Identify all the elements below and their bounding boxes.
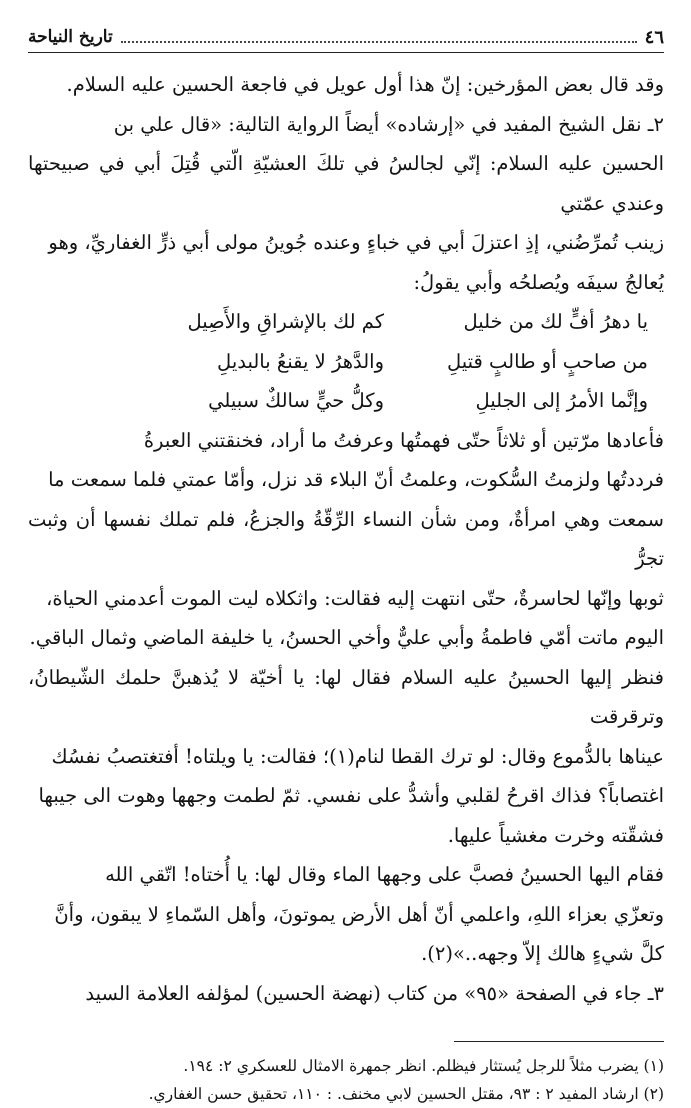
poem-hemistich-first: من صاحبٍ أو طالبٍ قتيلِ — [446, 349, 648, 373]
main-text — [28, 65, 664, 1013]
text-line: ٢ـ نقل الشيخ المفيد في «إرشاده» أيضاً الرواية التالية: «قال علي بن — [113, 112, 664, 136]
text-line: ٣ـ جاء في الصفحة «٩٥» من كتاب (نهضة الحسين) لمؤلفه العلامة السيد — [85, 981, 664, 1005]
footnote: (١) يضرب مثلاً للرجل يُستثار فيظلم. انظر جمهرة الامثال للعسكري ٢: ١٩٤. — [183, 1057, 664, 1075]
header-dot-leader — [121, 31, 637, 43]
text-line: فقام اليها الحسينُ فصبَّ على وجهها الماء وقال لها: يا أُختاه! اتّقي الله — [105, 863, 664, 886]
text-line: اغتصاباً؟ فذاك اقرحُ لقلبي وأشدُّ على نفسي. ثمّ لطمت وجهها وهوت الى جيبها — [38, 784, 664, 807]
poem-hemistich-second: وكلُّ حيٍّ سالكٌ سبيلي — [208, 389, 384, 412]
text-line: ثوبها وإنّها لحاسرةٌ، حتّى انتهت إليه فقالت: واثكلاه ليت الموت أعدمني الحياة، — [46, 586, 664, 610]
text-line: فرددتُها ولزمتُ السُّكوت، وعلمتُ أنّ البلاء قد نزل، وأمّا عمتي فلما سمعت ما — [48, 468, 664, 491]
poem-hemistich-first: يا دهرُ أفٍّ لك من خليل — [463, 310, 648, 333]
poem-verse — [28, 381, 664, 421]
text-line: زينب تُمرِّضُني، إذِ اعتزلَ أبي في خباءٍ وعنده جُوينُ مولى أبي ذرٍّ الغفاريِّ، وهو — [48, 231, 664, 254]
text-line: كلَّ شيءٍ هالك إلاّ وجهه..»(٢). — [421, 942, 664, 965]
text-line: اليوم ماتت أمّي فاطمةُ وأبي عليٌّ وأخي الحسنُ، يا خليفة الماضي وثمال الباقي. — [29, 626, 664, 649]
text-line: فأعادها مرّتين أو ثلاثاً حتّى فهمتُها وعرفتُ ما أراد، فخنقتني العبرةُ — [143, 428, 664, 452]
text-line: وقد قال بعض المؤرخين: إنّ هذا أول عويل في فاجعة الحسين عليه السلام. — [66, 73, 664, 96]
book-page — [28, 22, 664, 1103]
page-number: ٤٦ — [644, 26, 664, 48]
footnotes — [28, 1052, 664, 1108]
footnote-separator — [454, 1041, 664, 1042]
poem-hemistich-second: كم لك بالإشراقِ والأَصِيل — [187, 310, 384, 333]
text-line: فشقّته وخرت مغشياً عليها. — [447, 823, 664, 847]
poem — [28, 302, 664, 421]
poem-verse — [28, 302, 664, 342]
poem-verse — [28, 342, 664, 382]
page-header — [28, 22, 664, 53]
running-title: تاريخ النياحة — [28, 27, 113, 47]
text-line: عيناها بالدُّموع وقال: لو ترك القطا لنام(١)؛ فقالت: يا ويلتاه! أفتغتصبُ نفسُك — [51, 744, 664, 768]
poem-hemistich-second: والدَّهرُ لا يقنعُ بالبديلِ — [217, 349, 384, 373]
text-line: فنظر إليها الحسينُ عليه السلام فقال لها: يا أخيّة لا يُذهبنَّ حلمك الشّيطانُ، وترقرقت — [28, 665, 664, 728]
text-line: سمعت وهي امرأةٌ، ومن شأن النساء الرِّقّةُ والجزعُ، فلم تملك نفسها أن وثبت تجرُّ — [28, 507, 664, 570]
text-line: يُعالجُ سيفَه ويُصلحُه وأبي يقولُ: — [413, 270, 664, 294]
poem-hemistich-first: وإنَّما الأمرُ إلى الجليلِ — [475, 389, 648, 412]
text-line: وتعزّي بعزاء اللهِ، واعلمي أنّ أهل الأرض يموتونَ، وأهل السّماءِ لا يبقون، وأنَّ — [54, 902, 664, 926]
text-line: الحسين عليه السلام: إنّي لجالسُ في تلكَ العشيّةِ الّتي قُتِلَ أبي في صبيحتها وعندي عمّتي — [28, 152, 664, 215]
footnote: (٢) ارشاد المفيد ٢ : ٩٣، مقتل الحسين لابي مخنف. : ١١٠، تحقيق حسن الغفاري. — [148, 1085, 664, 1103]
